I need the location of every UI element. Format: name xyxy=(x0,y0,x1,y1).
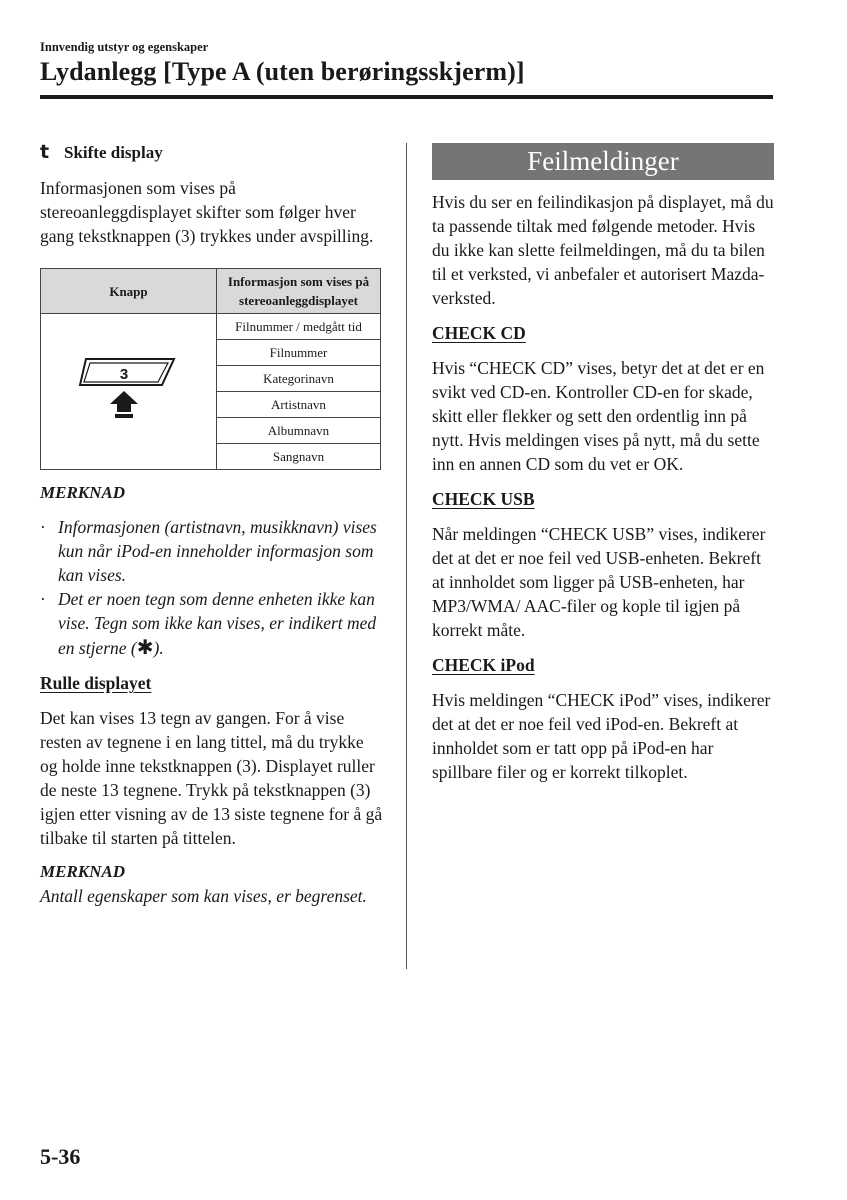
left-column xyxy=(40,141,385,908)
table-row: Albumnavn xyxy=(217,418,381,444)
title-rule xyxy=(40,95,773,99)
feilmeldinger-banner: Feilmeldinger xyxy=(432,143,774,180)
note-1-item-end: ). xyxy=(153,638,164,658)
button-illustration-cell xyxy=(41,314,217,470)
feilmeldinger-intro: Hvis du ser en feilindikasjon på displayet, må du ta passende tiltak med følgende metoder. Hvis du ikke kan slette feilmeldingen, må du ta bilen til et verksted, vi anbefaler et autorisert Mazda-verksted. xyxy=(432,192,774,308)
star-icon: ✱ xyxy=(136,635,154,659)
check-usb-text: Når meldingen “CHECK USB” vises, indikerer det at det er noe feil ved USB-enheten. Bekreft at innholdet som ligger på USB-enheten, har MP3/WMA/ AAC-filer og kople til igjen på korrekt måte. xyxy=(432,524,766,640)
table-row: Sangnavn xyxy=(217,444,381,470)
note-1-item xyxy=(40,515,385,587)
note-1-heading: MERKNAD xyxy=(40,483,126,502)
table-header-knapp: Knapp xyxy=(41,269,217,314)
column-divider xyxy=(406,143,407,969)
skift-display-intro: Informasjonen som vises på stereoanleggdisplayet skifter som følger hver gang tekstknappen (3) trykkes under avspilling. xyxy=(40,178,374,246)
section-marker-icon: t xyxy=(40,141,50,163)
check-cd-heading: CHECK CD xyxy=(432,323,526,343)
note-1-item-text: Det er noen tegn som denne enheten ikke kan vise. Tegn som ikke kan vises, er indikert med en stjerne ( xyxy=(58,589,377,658)
right-column xyxy=(432,143,774,784)
note-2-heading: MERKNAD xyxy=(40,862,126,881)
arrow-up-icon xyxy=(110,391,138,418)
button-3-icon xyxy=(74,355,184,425)
check-usb-heading: CHECK USB xyxy=(432,489,535,509)
note-2-text: Antall egenskaper som kan vises, er begrenset. xyxy=(40,886,367,906)
table-row: Kategorinavn xyxy=(217,366,381,392)
check-cd-text: Hvis “CHECK CD” vises, betyr det at det er en svikt ved CD-en. Kontroller CD-en for skade, skitt eller flekker og sett den ordentlig inn på nytt. Hvis meldingen vises på nytt, må du sette inn en annen CD som du vet er OK. xyxy=(432,358,765,474)
display-info-table xyxy=(40,268,381,470)
button-number: 3 xyxy=(119,365,128,383)
table-row: Artistnavn xyxy=(217,392,381,418)
page-number: 5-36 xyxy=(40,1144,81,1169)
note-1-item-text: Informasjonen (artistnavn, musikknavn) vises kun når iPod-en inneholder informasjon som kan vises. xyxy=(58,517,377,585)
table-row: Filnummer / medgått tid xyxy=(217,314,381,340)
table-header-info: Informasjon som vises på stereoanleggdisplayet xyxy=(217,269,381,314)
skift-display-heading xyxy=(40,141,385,163)
page-title: Lydanlegg [Type A (uten berøringsskjerm)] xyxy=(40,57,525,86)
rulle-displayet-heading: Rulle displayet xyxy=(40,673,152,693)
check-ipod-heading: CHECK iPod xyxy=(432,655,535,675)
table-row: Filnummer xyxy=(217,340,381,366)
bullet-dot: · xyxy=(40,517,46,537)
check-ipod-text: Hvis meldingen “CHECK iPod” vises, indikerer det at det er noe feil ved iPod-en. Bekreft at innholdet som er tatt opp på iPod-en har spillbare filer og er korrekt tilkoplet. xyxy=(432,690,771,782)
skift-display-title: Skifte display xyxy=(64,143,163,162)
note-1 xyxy=(40,481,385,660)
bullet-dot: · xyxy=(40,589,46,609)
section-label: Innvendig utstyr og egenskaper xyxy=(40,40,209,54)
note-1-item xyxy=(40,587,385,660)
rulle-displayet-text: Det kan vises 13 tegn av gangen. For å vise resten av tegnene i en lang tittel, må du trykke og holde inne tekstknappen (3). Displayet ruller de neste 13 tegnene. Trykk på tekstknappen (3) igjen etter visning av de 13 siste tegnene for å gå tilbake til starten på tittelen. xyxy=(40,708,383,848)
